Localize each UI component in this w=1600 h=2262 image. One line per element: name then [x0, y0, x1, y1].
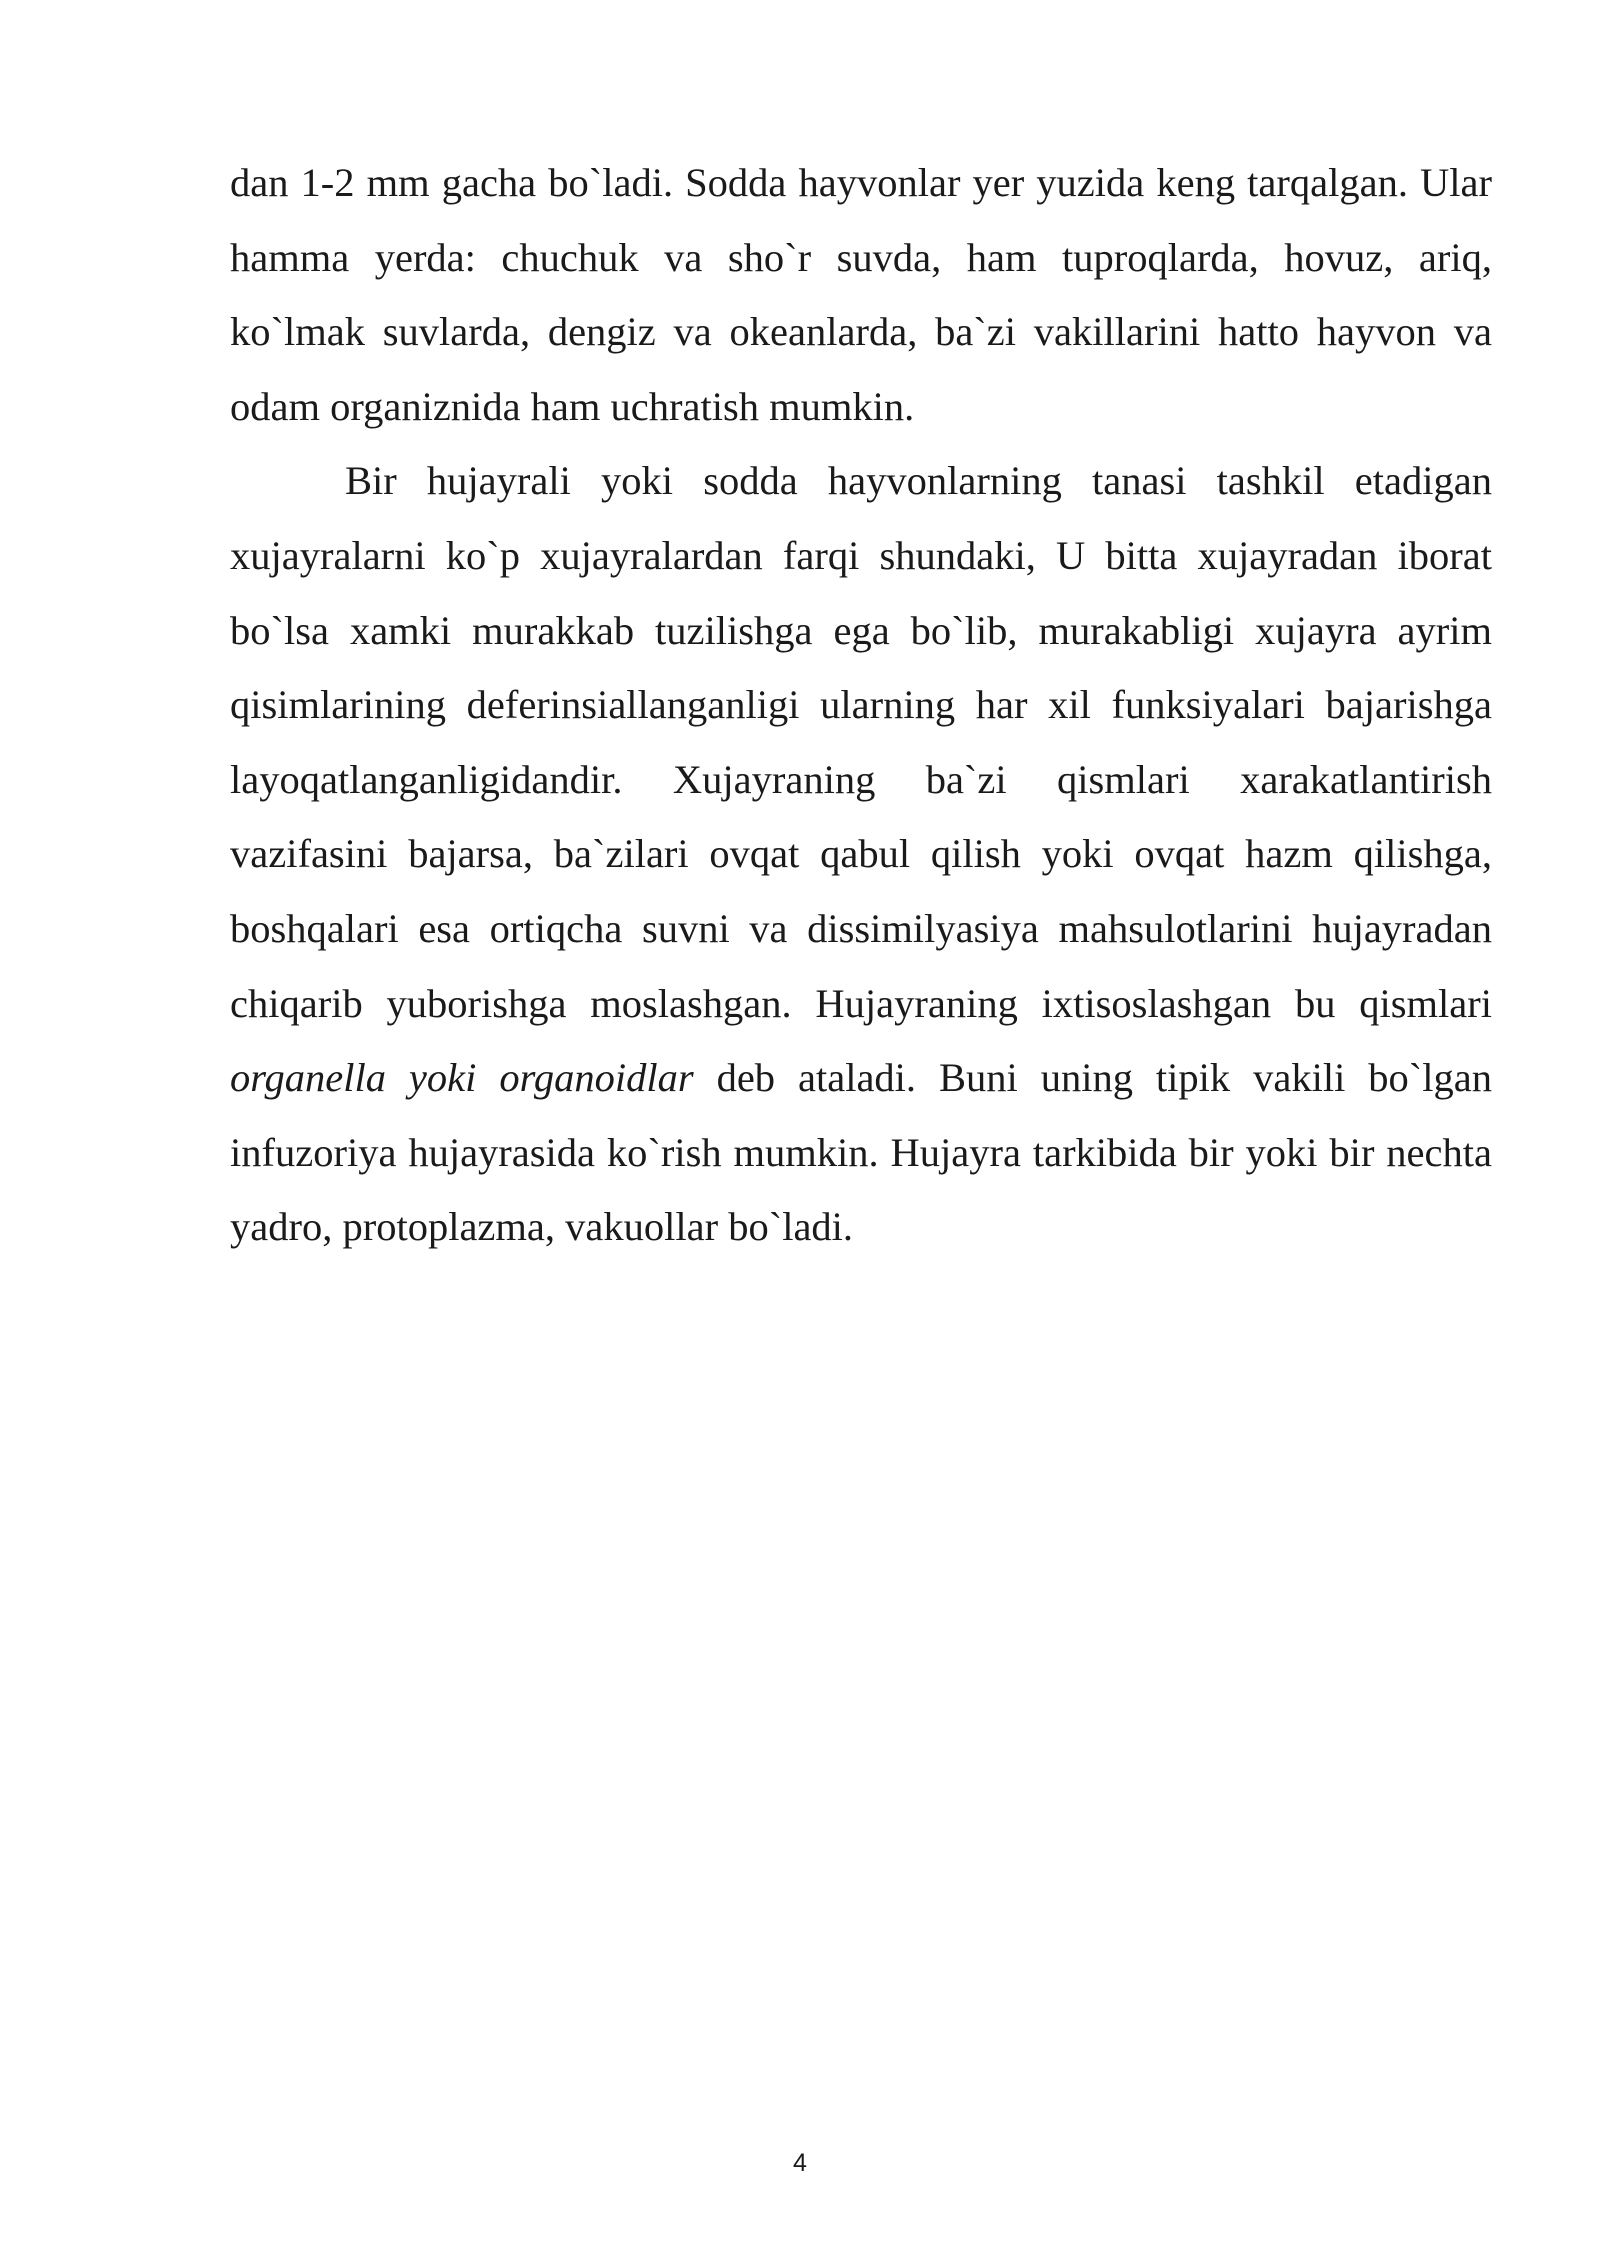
- page-number: 4: [793, 2149, 807, 2177]
- paragraph-2: [230, 444, 1492, 1265]
- italic-term: organella yoki organoidlar: [230, 1055, 694, 1101]
- paragraph-1: dan 1-2 mm gacha bo`ladi. Sodda hayvonlar yer yuzida keng tarqalgan. Ular hamma yerda: chuchuk va sho`r suvda, ham tuproqlarda, hovuz, ariq, ko`lmak suvlarda, dengiz va okeanlarda, ba`zi vakillarini hatto hayvon va odam organiznida ham uchratish mumkin.: [230, 160, 1492, 429]
- document-body: [230, 146, 1492, 1265]
- paragraph-2-text-start: Bir hujayrali yoki sodda hayvonlarning tanasi tashkil etadigan xujayralarni ko`p xujayralardan farqi shundaki, U bitta xujayradan iborat bo`lsa xamki murakkab tuzilishga ega bo`lib, murakabligi xujayra ayrim qisimlarining deferinsiallanganligi ularning har xil funksiyalari bajarishga layoqatlanganligidandir. Xujayraning ba`zi qismlari xarakatlantirish vazifasini bajarsa, ba`zilari ovqat qabul qilish yoki ovqat hazm qilishga, boshqalari esa ortiqcha suvni va dissimilyasiya mahsulotlarini hujayradan chiqarib yuborishga moslashgan. Hujayraning ixtisoslashgan bu qismlari: [230, 458, 1492, 1026]
- paragraph-2-text-end: deb ataladi. Buni uning tipik vakili bo`lgan infuzoriya hujayrasida ko`rish mumkin. Hujayra tarkibida bir yoki bir nechta yadro, protoplazma, vakuollar bo`ladi.: [230, 1055, 1492, 1250]
